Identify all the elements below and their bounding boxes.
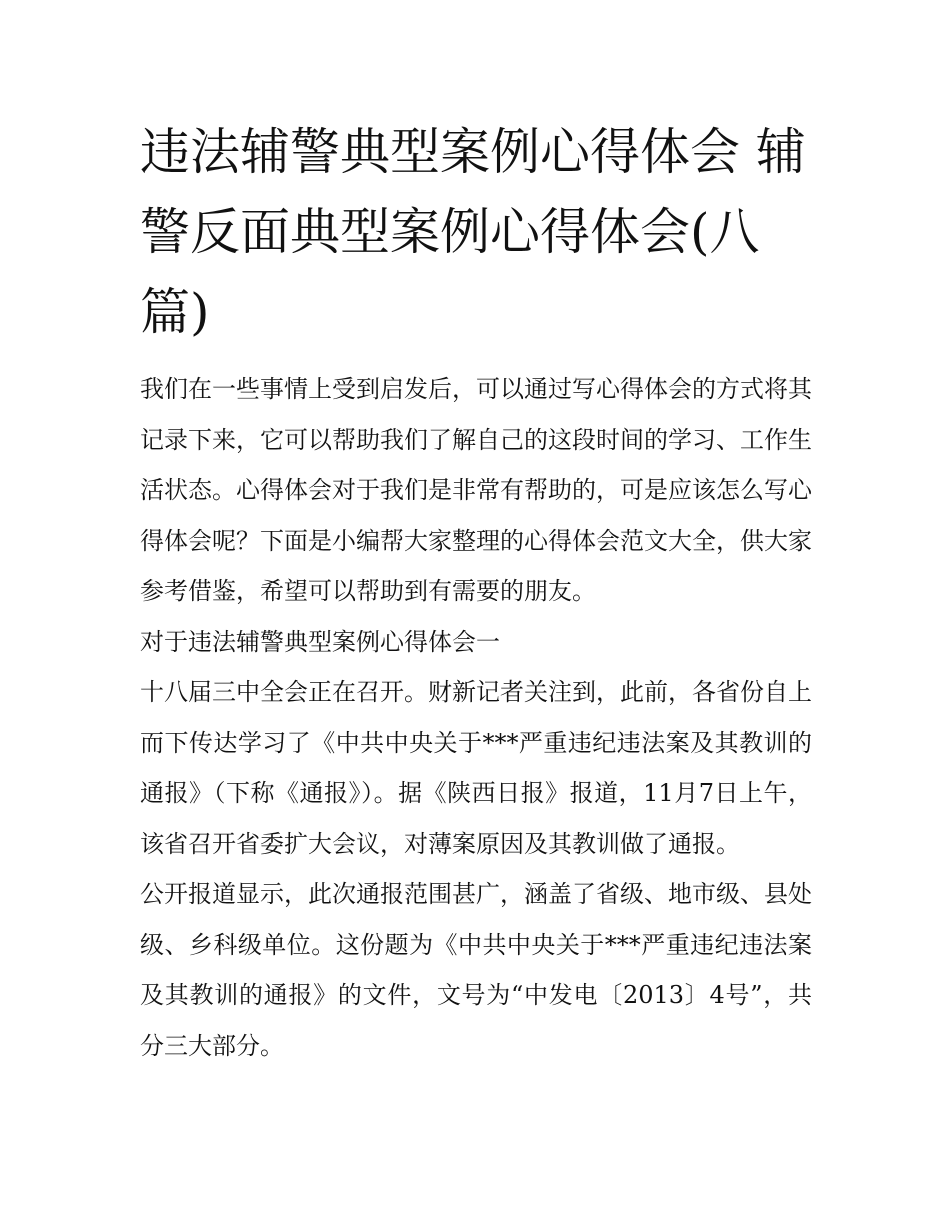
intro-paragraph: 我们在一些事情上受到启发后，可以通过写心得体会的方式将其记录下来，它可以帮助我们了解自己的这段时间的学习、工作生活状态。心得体会对于我们是非常有帮助的，可是应该怎么写心得体会呢？下面是小编帮大家整理的心得体会范文大全，供大家参考借鉴，希望可以帮助到有需要的朋友。 [140,375,812,605]
document-body [140,112,812,1071]
section-heading: 对于违法辅警典型案例心得体会一 [140,627,500,656]
document-title: 违法辅警典型案例心得体会 辅警反面典型案例心得体会(八篇) [140,123,806,341]
body-paragraph: 公开报道显示，此次通报范围甚广，涵盖了省级、地市级、县处级、乡科级单位。这份题为《中共中央关于***严重违纪违法案及其教训的通报》的文件，文号为“中发电〔2013〕4号”，共分三大部分。 [140,880,812,1060]
body-paragraph: 十八届三中全会正在召开。财新记者关注到，此前，各省份自上而下传达学习了《中共中央关于***严重违纪违法案及其教训的通报》（下称《通报》）。据《陕西日报》报道，11月7日上午，该省召开省委扩大会议，对薄案原因及其教训做了通报。 [140,678,812,858]
